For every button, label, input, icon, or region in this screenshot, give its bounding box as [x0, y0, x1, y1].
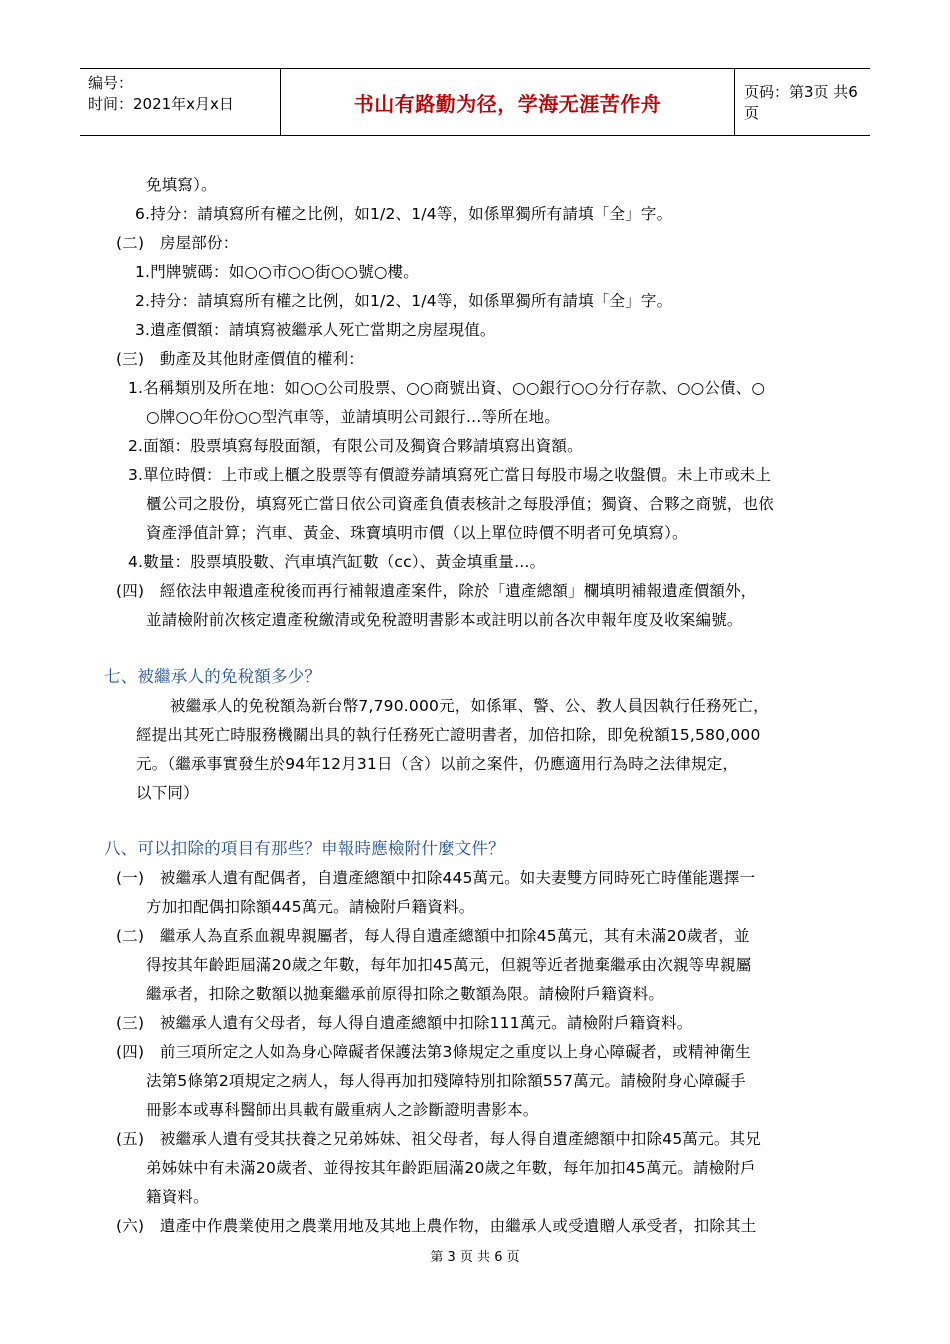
text-line: (五) 被繼承人遺有受其扶養之兄弟姊妹、祖父母者，每人得自遺產總額中扣除45萬元。其兄: [116, 1130, 761, 1148]
text-line: 資產淨值計算；汽車、黃金、珠寶填明市價（以上單位時價不明者可免填寫）。: [146, 524, 688, 542]
text-line: 2.持分：請填寫所有權之比例，如1/2、1/4等，如係單獨所有請填「全」字。: [135, 292, 673, 310]
text-line: 法第5條第2項規定之病人，每人得再加扣殘障特別扣除額557萬元。請檢附身心障礙手: [146, 1072, 746, 1090]
page-header: [80, 68, 870, 136]
text-line: (一) 被繼承人遺有配偶者，自遺產總額中扣除445萬元。如夫妻雙方同時死亡時僅能選擇一: [116, 869, 756, 887]
text-line: (三) 被繼承人遺有父母者，每人得自遺產總額中扣除111萬元。請檢附戶籍資料。: [116, 1014, 693, 1032]
text-line: (三) 動產及其他財產價值的權利：: [116, 350, 364, 368]
document-number-label: 编号：: [88, 74, 134, 92]
text-line: (四) 經依法申報遺產稅後而再行補報遺產案件，除於「遺產總額」欄填明補報遺產價額外，: [116, 582, 757, 600]
section-heading: 七、被繼承人的免稅額多少？: [104, 667, 322, 686]
text-line: (四) 前三項所定之人如為身心障礙者保護法第3條規定之重度以上身心障礙者，或精神衛生: [116, 1043, 751, 1061]
text-line: 1.名稱類別及所在地：如○○公司股票、○○商號出資、○○銀行○○分行存款、○○公債、○: [128, 379, 766, 397]
text-line: 方加扣配偶扣除額445萬元。請檢附戶籍資料。: [146, 898, 475, 916]
text-line: 被繼承人的免稅額為新台幣7,790.000元，如係軍、警、公、教人員因執行任務死亡，: [170, 697, 769, 715]
text-line: 3.遺產價額：請填寫被繼承人死亡當期之房屋現值。: [135, 321, 496, 339]
text-line: 經提出其死亡時服務機關出具的執行任務死亡證明書者，加倍扣除，即免稅額15,580,000: [136, 726, 761, 744]
text-line: 櫃公司之股份，填寫死亡當日依公司資產負債表核計之每股淨值；獨資、合夥之商號，也依: [146, 495, 775, 513]
text-line: 元。（繼承事實發生於94年12月31日（含）以前之案件，仍應適用行為時之法律規定，: [136, 755, 739, 773]
text-line: 以下同）: [136, 784, 199, 802]
header-meta: [88, 73, 234, 115]
text-line: (二) 房屋部份：: [116, 234, 239, 252]
text-line: 1.門牌號碼：如○○市○○街○○號○樓。: [135, 263, 419, 281]
text-line: 6.持分：請填寫所有權之比例，如1/2、1/4等，如係單獨所有請填「全」字。: [135, 205, 673, 223]
section-heading: 八、可以扣除的項目有那些？申報時應檢附什麼文件？: [104, 839, 505, 858]
text-line: 籍資料。: [146, 1188, 209, 1206]
text-line: 4.數量：股票填股數、汽車填汽缸數（cc）、黃金填重量…。: [128, 553, 546, 571]
document-date: 时间：2021年x月x日: [88, 95, 234, 113]
text-line: (二) 繼承人為直系血親卑親屬者，每人得自遺產總額中扣除45萬元，其有未滿20歲者，並: [116, 927, 750, 945]
text-line: 並請檢附前次核定遺產稅繳清或免稅證明書影本或註明以前各次申報年度及收案編號。: [146, 611, 743, 629]
text-line: 弟姊妹中有未滿20歲者、並得按其年齡距屆滿20歲之年數，每年加扣45萬元。請檢附戶: [146, 1159, 756, 1177]
text-line: 2.面額：股票填寫每股面額，有限公司及獨資合夥請填寫出資額。: [128, 437, 583, 455]
text-line: 得按其年齡距屆滿20歲之年數，每年加扣45萬元，但親等近者拋棄繼承由次親等卑親屬: [146, 956, 752, 974]
header-motto: 书山有路勤为径，学海无涯苦作舟: [280, 69, 735, 135]
text-line: ○牌○○年份○○型汽車等，並請填明公司銀行…等所在地。: [146, 408, 561, 426]
text-line: 3.單位時價：上市或上櫃之股票等有價證券請填寫死亡當日每股市場之收盤價。未上市或未上: [128, 466, 772, 484]
text-line: (六) 遺產中作農業使用之農業用地及其地上農作物，由繼承人或受遺贈人承受者，扣除其土: [116, 1217, 757, 1235]
page-footer: 第 3 页 共 6 页: [430, 1250, 520, 1265]
text-line: 繼承者，扣除之數額以拋棄繼承前原得扣除之數額為限。請檢附戶籍資料。: [146, 985, 665, 1003]
text-line: 冊影本或專科醫師出具載有嚴重病人之診斷證明書影本。: [146, 1101, 539, 1119]
text-line: 免填寫）。: [146, 176, 217, 194]
header-page-number: 页码：第3页 共6页: [744, 83, 858, 122]
